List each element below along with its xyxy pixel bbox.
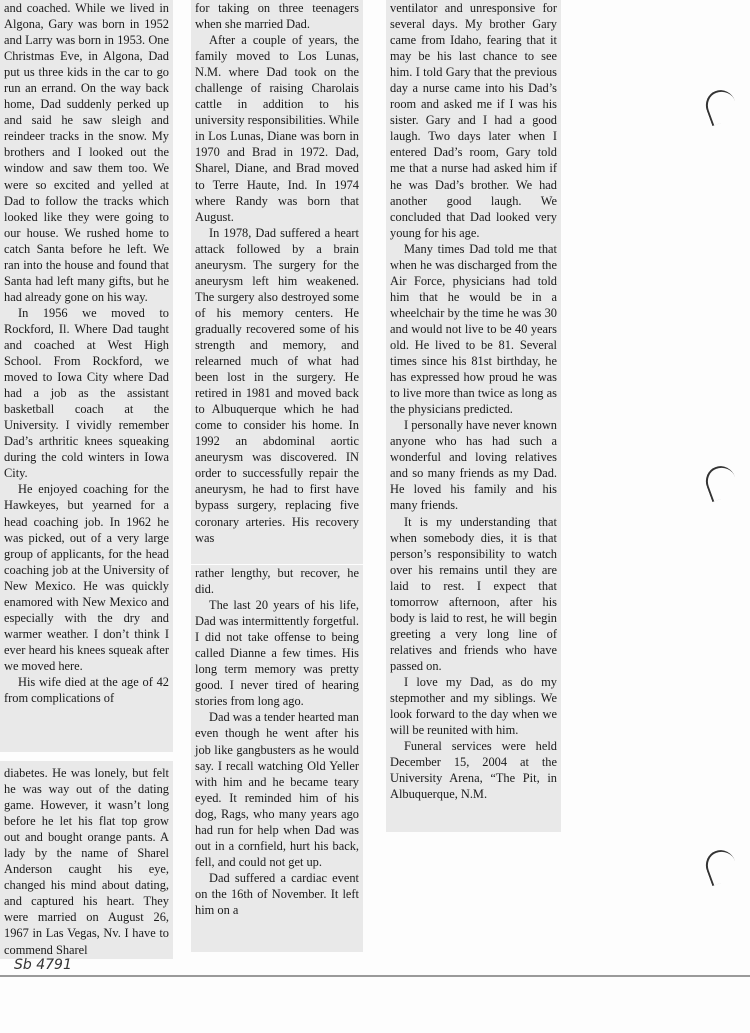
column-1-bottom — [0, 761, 173, 959]
paragraph: ventilator and unresponsive for several days. My brother Gary came from Idaho, fearing that it may be his last chance to see him. I told Gary that the previous day a nurse came into his Dad’s room and asked me if I was his sister. Gary and I had a good laugh. Two days later when I entered Dad’s room, Gary told me that a nurse had asked him if he was Dad’s brother. We had another good laugh. We concluded that Dad looked very young for his age. — [390, 1, 557, 240]
paragraph: diabetes. He was lonely, but felt he was way out of the dating game. However, it wasn’t long before he let his flat top grow out and bought orange pants. A lady by the name of Sharel Anderson caught his eye, changed his mind about dating, and captured his heart. They were married on August 26, 1967 in Las Vegas, Nv. I have to commend Sharel — [4, 766, 169, 957]
paragraph: After a couple of years, the family moved to Los Lunas, N.M. where Dad took on the challenge of raising Charolais cattle in addition to his university responsibilities. While in Los Lunas, Diane was born in 1970 and Brad in 1972. Dad, Sharel, Diane, and Brad moved to Terre Haute, Ind. In 1974 where Randy was born that August. — [195, 33, 359, 224]
paragraph: Many times Dad told me that when he was discharged from the Air Force, physicians had told him that he would be in a wheelchair by the time he was 30 and would not live to be 40 years old. He lived to be 81. Several times since his 81st birthday, he has expressed how proud he was to live more than twice as long as the physicians predicted. — [390, 241, 557, 417]
paragraph: The last 20 years of his life, Dad was intermittently forgetful. I did not take offense to being called Dianne a few times. His long term memory was pretty good. I never tired of hearing stories from long ago. — [195, 598, 359, 709]
paragraph: rather lengthy, but recover, he did. — [195, 566, 359, 597]
column-2-top — [191, 0, 363, 564]
paragraph: It is my understanding that when somebody dies, it is that person’s responsibility to watch over his remains until they are laid to rest. I expect that tomorrow afternoon, after his body is laid to rest, he will begin greeting a very long line of relatives and friends who have passed on. — [390, 514, 557, 673]
paragraph: He enjoyed coaching for the Hawkeyes, but yearned for a head coaching job. In 1962 he was picked, out of a very large group of applicants, for the head coaching job at the University of New Mexico. He was quickly enamored with New Mexico and especially with the dry and warmer weather. I don’t think I ever heard his knees squeak after we moved here. — [4, 482, 169, 673]
column-2-bottom — [191, 565, 363, 952]
paragraph: His wife died at the age of 42 from complications of — [4, 674, 169, 706]
paragraph: and coached. While we lived in Algona, Gary was born in 1952 and Larry was born in 1953. One Christmas Eve, in Algona, Dad put us three kids in the car to go run an errand. On the way back home, Dad suddenly perked up and said he saw sleigh and reindeer tracks in the snow. My brothers and I looked out the window and saw them too. We were so excited and yelled at Dad to follow the tracks which looked like they were going to our house. We rushed home to catch Santa before he left. We ran into the house and found that Santa had left many gifts, but he had already gone on his way. — [4, 1, 169, 304]
column-3 — [386, 0, 561, 832]
scan-edge-line — [0, 975, 750, 977]
paragraph: Dad suffered a cardiac event on the 16th of November. It left him on a — [195, 870, 359, 917]
binder-hole-mark — [701, 462, 740, 502]
paragraph: In 1978, Dad suffered a heart attack followed by a brain aneurysm. The surgery for the aneurysm left him weakened. The surgery also destroyed some of his memory centers. He gradually recovered some of his strength and memory, and relearned much of what had been lost in the surgery. He retired in 1981 and moved back to Albuquerque which he had come to consider his home. In 1992 an abdominal aortic aneurysm was discovered. IN order to successfully repair the aneurysm, he had to first have bypass surgery, replacing five coronary arteries. His recovery was — [195, 225, 359, 545]
paragraph: for taking on three teenagers when she married Dad. — [195, 1, 359, 32]
paragraph: In 1956 we moved to Rockford, Il. Where Dad taught and coached at West High School. From Rockford, we moved to Iowa City where Dad had a job as the assistant basketball coach at the University. I vividly remember Dad’s arthritic knees squeaking during the cold winters in Iowa City. — [4, 305, 169, 481]
binder-hole-mark — [701, 86, 740, 126]
binder-hole-mark — [701, 846, 740, 886]
paragraph: Dad was a tender hearted man even though he went after his job like gangbusters as he would say. I recall watching Old Yeller with him and he became teary eyed. It reminded him of his dog, Rags, who many years ago had run for help when Dad was out in a cornfield, hurt his back, fell, and could not get up. — [195, 710, 359, 869]
handwritten-catalog-number: Sb 4791 — [14, 957, 72, 973]
paragraph: I personally have never known anyone who has had such a wonderful and loving relatives and so many friends as my Dad. He loved his family and his many friends. — [390, 418, 557, 513]
paragraph: Funeral services were held December 15, 2004 at the University Arena, “The Pit, in Albuquerque, N.M. — [390, 739, 557, 802]
paragraph: I love my Dad, as do my stepmother and my siblings. We look forward to the day when we will be reunited with him. — [390, 674, 557, 738]
column-1-top — [0, 0, 173, 752]
